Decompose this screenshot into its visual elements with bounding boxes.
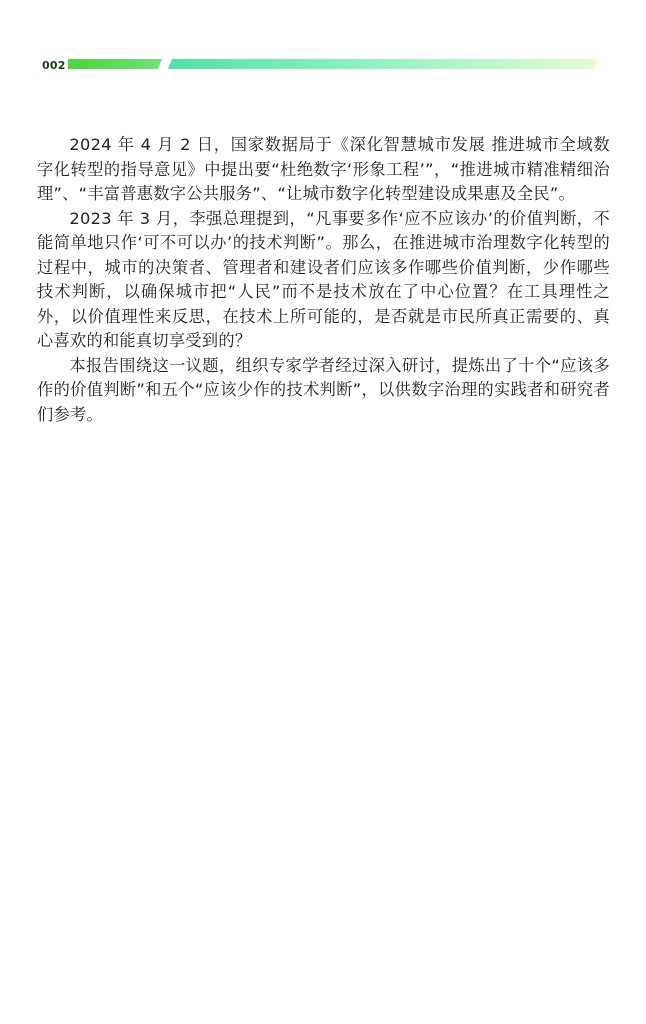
paragraph: 2023 年 3 月，李强总理提到，“凡事要多作‘应不应该办’的价值判断，不能简单地只作‘可不可以办’的技术判断”。那么，在推进城市治理数字化转型的过程中，城市的决策者、管理者和建设者们应该多作哪些价值判断，少作哪些技术判断，以确保城市把“人民”而不是技术放在了中心位置？在工具理性之外，以价值理性来反思，在技术上所可能的，是否就是市民所真正需要的、真心喜欢的和能真切享受到的？ — [37, 208, 610, 350]
page-header — [0, 0, 646, 90]
paragraph: 本报告围绕这一议题，组织专家学者经过深入研讨，提炼出了十个“应该多作的价值判断”和五个“应该少作的技术判断”，以供数字治理的实践者和研究者们参考。 — [37, 355, 610, 424]
paragraph: 2024 年 4 月 2 日，国家数据局于《深化智慧城市发展 推进城市全域数字化转型的指导意见》中提出要“杜绝数字‘形象工程’”，“推进城市精准精细治理”、“丰富普惠数字公共服务”、“让城市数字化转型建设成果惠及全民”。 — [37, 135, 610, 203]
header-bar-segment-right — [168, 59, 598, 69]
header-decorative-bar — [68, 59, 598, 69]
header-bar-segment-left — [68, 59, 162, 69]
page-number: 002 — [42, 59, 66, 72]
body-text — [37, 133, 610, 427]
